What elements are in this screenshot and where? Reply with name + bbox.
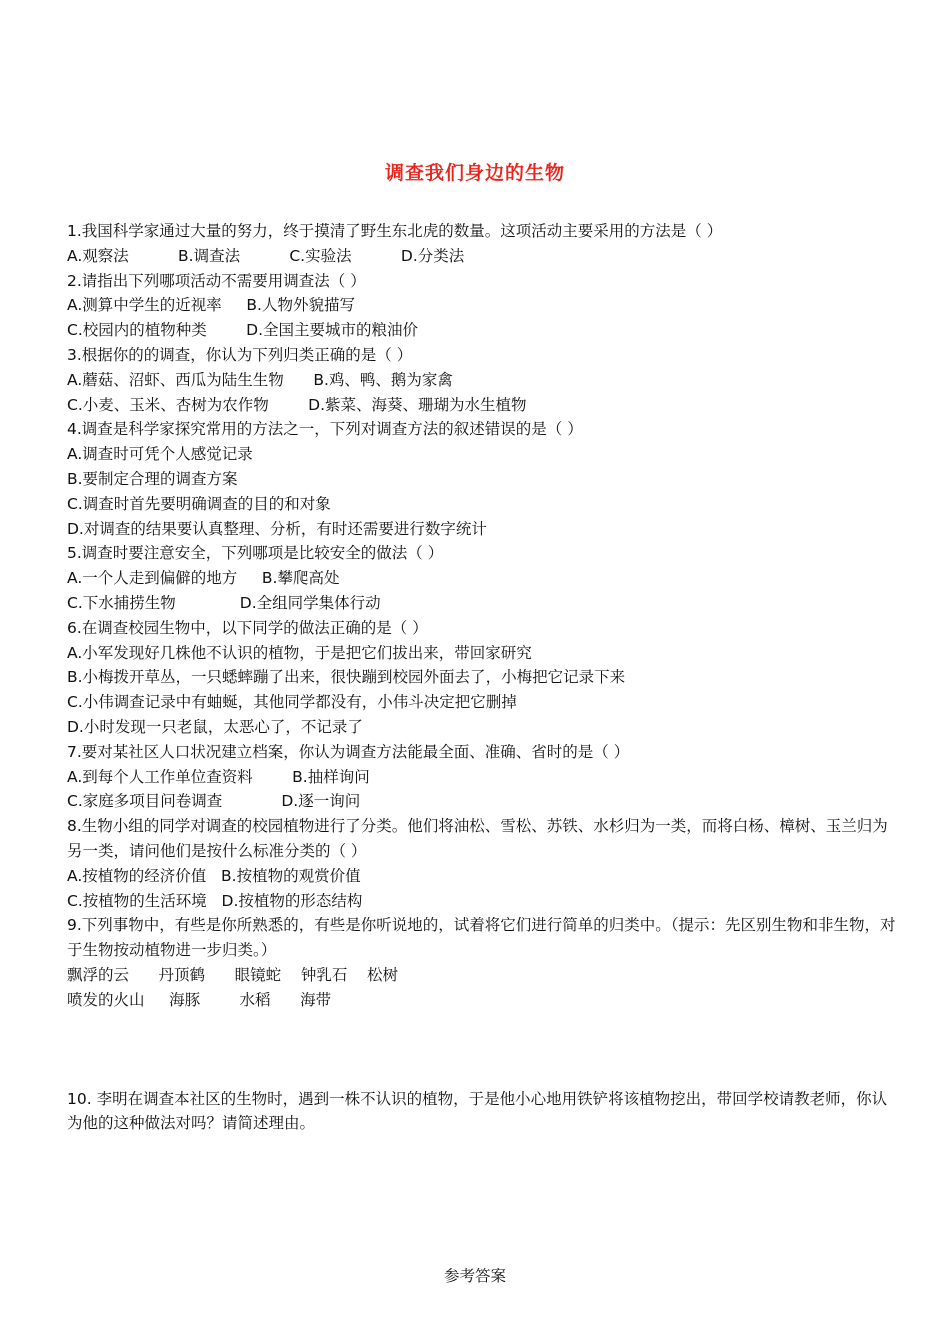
question-6-option-c: C.小伟调查记录中有蚰蜒，其他同学都没有，小伟斗决定把它删掉: [67, 693, 517, 712]
question-4-option-c: C.调查时首先要明确调查的目的和对象: [67, 494, 331, 513]
question-7-options-cd: C.家庭多项目问卷调查 D.逐一询问: [67, 792, 361, 811]
question-10-stem: 10. 李明在调查本社区的生物时，遇到一株不认识的植物，于是他小心地用铁铲将该植物挖出，带回学校请教老师，你认为他的这种做法对吗？请简述理由。: [67, 1089, 888, 1133]
question-6-option-a: A.小军发现好几株他不认识的植物，于是把它们拔出来，带回家研究: [67, 643, 532, 662]
question-7-stem: 7.要对某社区人口状况建立档案，你认为调查方法能最全面、准确、省时的是（ ）: [67, 742, 630, 761]
question-5-options-ab: A.一个人走到偏僻的地方 B.攀爬高处: [67, 569, 340, 588]
question-6-option-b: B.小梅拨开草丛，一只蟋蟀蹦了出来，很快蹦到校园外面去了，小梅把它记录下来: [67, 668, 626, 687]
question-2-options-cd: C.校园内的植物种类 D.全国主要城市的粮油价: [67, 321, 419, 340]
question-3-stem: 3.根据你的的调查，你认为下列归类正确的是（ ）: [67, 345, 413, 364]
question-4-option-b: B.要制定合理的调查方案: [67, 469, 238, 488]
question-1-stem: 1.我国科学家通过大量的努力，终于摸清了野生东北虎的数量。这项活动主要采用的方法是（ ）: [67, 222, 723, 240]
question-8-stem: 8.生物小组的同学对调查的校园植物进行了分类。他们将油松、雪松、苏铁、水杉归为一类，而将白杨、樟树、玉兰归为另一类，请问他们是按什么标准分类的（ ）: [67, 817, 888, 860]
question-4-stem: 4.调查是科学家探究常用的方法之一，下列对调查方法的叙述错误的是（ ）: [67, 420, 583, 439]
question-2-options-ab: A.测算中学生的近视率 B.人物外貌描写: [67, 296, 355, 315]
question-4-option-a: A.调查时可凭个人感觉记录: [67, 445, 253, 464]
question-4-option-d: D.对调查的结果要认真整理、分析，有时还需要进行数字统计: [67, 519, 487, 538]
question-7-options-ab: A.到每个人工作单位查资料 B.抽样询问: [67, 767, 370, 786]
answer-space: [67, 1013, 897, 1087]
question-9-stem: 9.下列事物中，有些是你所熟悉的，有些是你听说地的，试着将它们进行简单的归类中。（提示：先区别生物和非生物，对于生物按动植物进一步归类。）: [67, 916, 896, 960]
question-5-stem: 5.调查时要注意安全，下列哪项是比较安全的做法（ ）: [67, 544, 444, 563]
question-list: [67, 219, 897, 1136]
question-6-stem: 6.在调查校园生物中，以下同学的做法正确的是（ ）: [67, 618, 428, 637]
question-8-options-ab: A.按植物的经济价值 B.按植物的观赏价值: [67, 866, 361, 885]
question-9-items-row-1: 飘浮的云 丹顶鹤 眼镜蛇 钟乳石 松树: [67, 965, 399, 984]
question-8-options-cd: C.按植物的生活环境 D.按植物的形态结构: [67, 891, 363, 910]
question-3-options-cd: C.小麦、玉米、杏树为农作物 D.紫菜、海葵、珊瑚为水生植物: [67, 395, 527, 414]
question-6-option-d: D.小时发现一只老鼠，太恶心了，不记录了: [67, 717, 363, 736]
page-title: 调查我们身边的生物: [384, 162, 565, 184]
question-1-options: A.观察法 B.调查法 C.实验法 D.分类法: [67, 246, 465, 265]
answer-heading: 参考答案: [443, 1267, 506, 1285]
question-5-options-cd: C.下水捕捞生物 D.全组同学集体行动: [67, 593, 381, 612]
question-9-items-row-2: 喷发的火山 海豚 水稻 海带: [67, 990, 332, 1009]
question-2-stem: 2.请指出下列哪项活动不需要用调查法（ ）: [67, 271, 366, 290]
question-3-options-ab: A.蘑菇、沼虾、西瓜为陆生生物 B.鸡、鸭、鹅为家禽: [67, 370, 453, 389]
